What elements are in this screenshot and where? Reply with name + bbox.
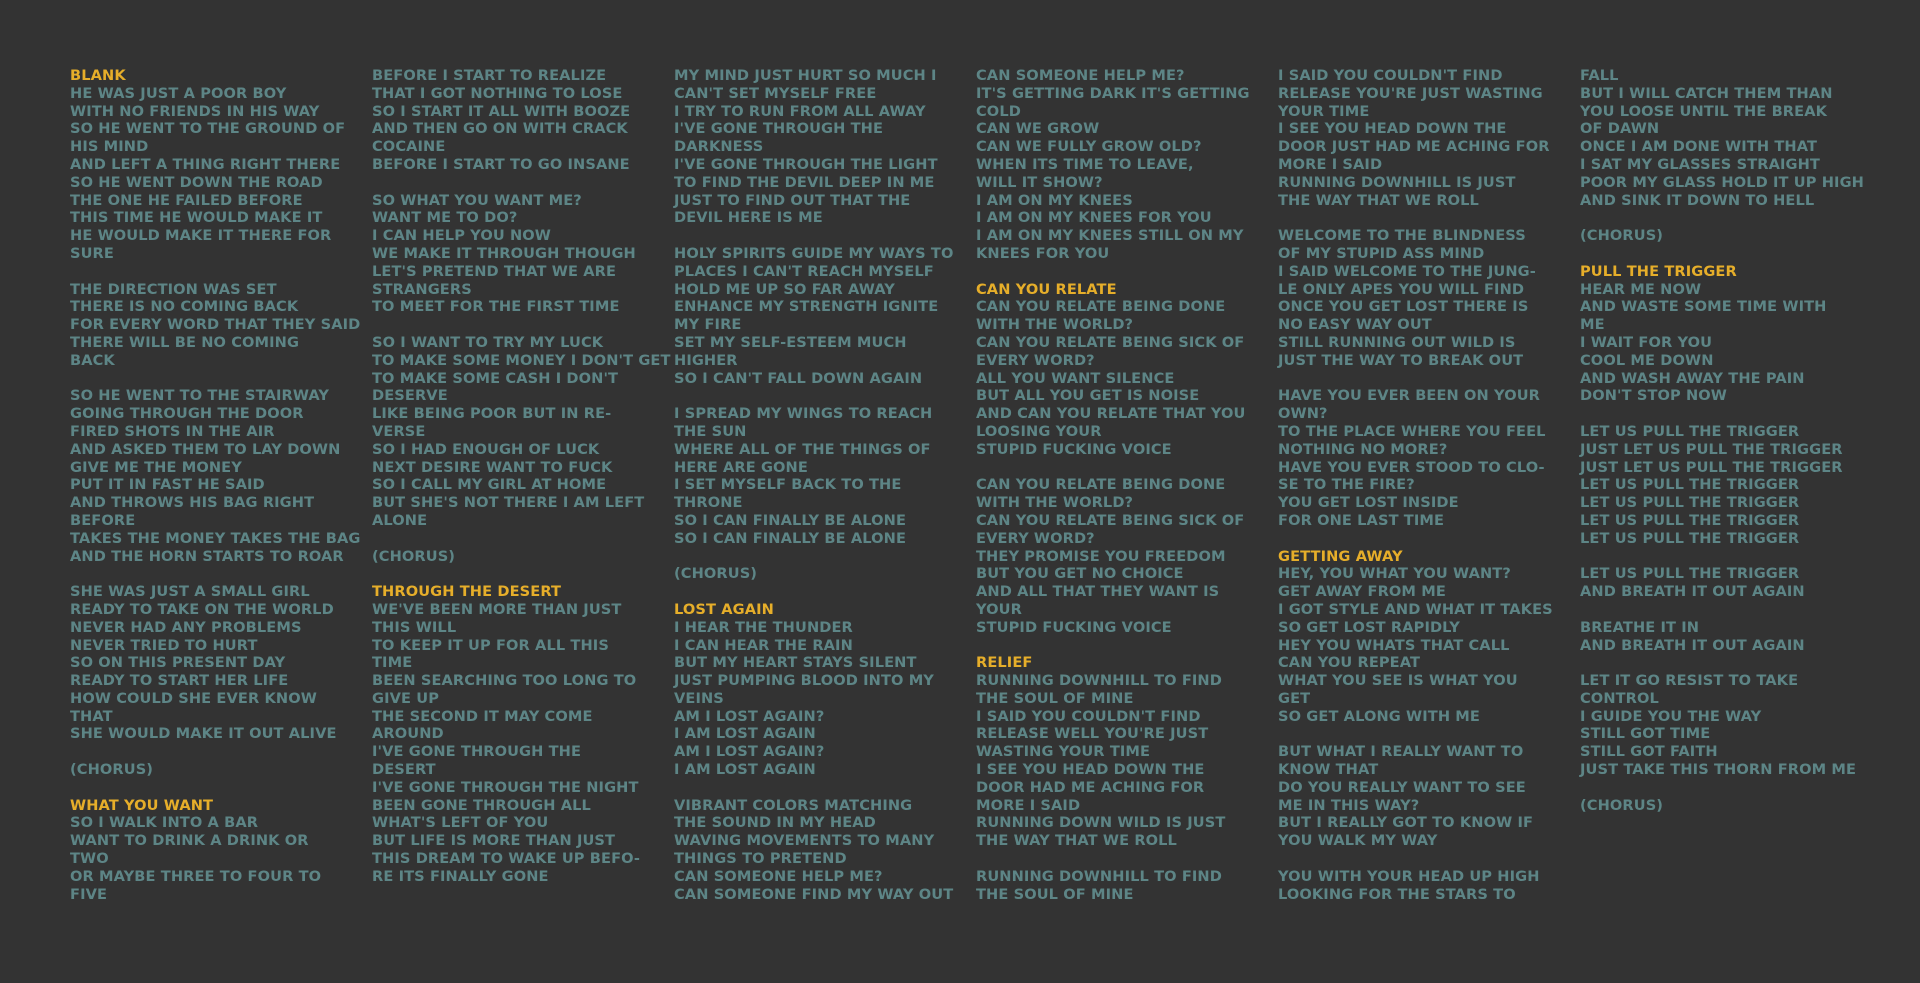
stanza-break	[70, 779, 360, 797]
song-title: CAN YOU RELATE	[976, 280, 1117, 298]
lyric-line: STUPID FUCKING VOICE	[976, 440, 1172, 458]
lyric-line: I AM LOST AGAIN	[674, 761, 816, 779]
lyric-line: READY TO TAKE ON THE WORLD	[70, 600, 334, 618]
lyric-line: SO I WANT TO TRY MY LUCK	[372, 333, 604, 351]
lyric-line: NEXT DESIRE WANT TO FUCK	[372, 458, 613, 476]
stanza-break	[976, 263, 1266, 281]
lyric-line: THE WAY THAT WE ROLL	[1278, 191, 1479, 209]
lyric-line: CAN YOU REPEAT	[1278, 654, 1421, 672]
lyric-line: THERE WILL BE NO COMING	[70, 333, 300, 351]
lyric-line: THE SOUL OF MINE	[976, 885, 1134, 903]
lyric-line: JUST LET US PULL THE TRIGGER	[1580, 458, 1843, 476]
lyric-line: OR MAYBE THREE TO FOUR TO	[70, 867, 322, 885]
lyric-line: TO MAKE SOME MONEY I DON'T GET	[372, 351, 671, 369]
lyric-line: THIS TIME HE WOULD MAKE IT	[70, 209, 323, 227]
lyric-line: AM I LOST AGAIN?	[674, 743, 825, 761]
lyric-line: EVERY WORD?	[976, 351, 1095, 369]
lyric-line: RUNNING DOWNHILL TO FIND	[976, 867, 1222, 885]
lyric-line: EVERY WORD?	[976, 529, 1095, 547]
lyric-line: TO FIND THE DEVIL DEEP IN ME	[674, 173, 935, 191]
lyric-line: AND BREATH IT OUT AGAIN	[1580, 583, 1805, 601]
lyric-line: YOU LOOSE UNTIL THE BREAK	[1580, 102, 1828, 120]
lyric-line: HAVE YOU EVER STOOD TO CLO-	[1278, 458, 1545, 476]
lyric-line: GIVE ME THE MONEY	[70, 458, 242, 476]
song-title: GETTING AWAY	[1278, 547, 1403, 565]
lyric-line: LIKE BEING POOR BUT IN RE-	[372, 405, 612, 423]
lyric-line: RELEASE YOU'RE JUST WASTING	[1278, 84, 1543, 102]
chorus-marker: (CHORUS)	[1580, 227, 1664, 245]
lyric-line: SO I CAN'T FALL DOWN AGAIN	[674, 369, 923, 387]
lyric-line: MY FIRE	[674, 316, 742, 334]
lyric-line: SHE WOULD MAKE IT OUT ALIVE	[70, 725, 337, 743]
chorus-marker: (CHORUS)	[70, 761, 154, 779]
lyric-line: AND THROWS HIS BAG RIGHT	[70, 494, 315, 512]
lyric-line: BUT ALL YOU GET IS NOISE	[976, 387, 1200, 405]
lyric-line: WHAT YOU SEE IS WHAT YOU	[1278, 672, 1518, 690]
lyric-line: DARKNESS	[674, 138, 764, 156]
lyric-line: SHE WAS JUST A SMALL GIRL	[70, 583, 310, 601]
lyric-line: KNEES FOR YOU	[976, 244, 1110, 262]
song-title: RELIEF	[976, 654, 1033, 672]
lyric-line: OWN?	[1278, 405, 1328, 423]
lyric-line: CAN SOMEONE HELP ME?	[674, 867, 883, 885]
lyric-line: THE ONE HE FAILED BEFORE	[70, 191, 303, 209]
stanza-break	[372, 174, 662, 192]
lyric-line: THE SOUL OF MINE	[976, 689, 1134, 707]
lyrics-column-2	[372, 67, 671, 886]
lyric-line: NO EASY WAY OUT	[1278, 316, 1432, 334]
lyric-line: WANT TO DRINK A DRINK OR	[70, 832, 309, 850]
lyric-line: COOL ME DOWN	[1580, 351, 1714, 369]
lyric-line: LET US PULL THE TRIGGER	[1580, 511, 1800, 529]
lyric-line: ME	[1580, 316, 1605, 334]
stanza-break	[1580, 245, 1870, 263]
lyric-line: STILL GOT FAITH	[1580, 743, 1718, 761]
lyric-line: HOLY SPIRITS GUIDE MY WAYS TO	[674, 244, 954, 262]
lyric-line: I CAN HELP YOU NOW	[372, 227, 551, 245]
stanza-break	[1278, 850, 1568, 868]
lyric-line: YOUR	[976, 600, 1022, 618]
lyric-line: I AM ON MY KNEES STILL ON MY	[976, 227, 1244, 245]
lyric-line: JUST PUMPING BLOOD INTO MY	[674, 672, 934, 690]
lyric-line: LOOSING YOUR	[976, 422, 1102, 440]
lyric-line: SE TO THE FIRE?	[1278, 476, 1415, 494]
lyric-line: READY TO START HER LIFE	[70, 672, 289, 690]
lyric-line: I SAT MY GLASSES STRAIGHT	[1580, 155, 1820, 173]
lyric-line: LET'S PRETEND THAT WE ARE	[372, 262, 617, 280]
stanza-break	[976, 850, 1266, 868]
lyric-line: HEY, YOU WHAT YOU WANT?	[1278, 565, 1511, 583]
lyric-line: BUT LIFE IS MORE THAN JUST	[372, 832, 616, 850]
stanza-break	[674, 387, 964, 405]
lyric-line: WITH THE WORLD?	[976, 316, 1134, 334]
lyric-line: WILL IT SHOW?	[976, 173, 1103, 191]
lyric-line: STRANGERS	[372, 280, 472, 298]
lyric-line: PUT IT IN FAST HE SAID	[70, 476, 265, 494]
lyric-line: I'VE GONE THROUGH THE LIGHT	[674, 155, 938, 173]
lyric-line: CAN SOMEONE HELP ME?	[976, 67, 1185, 84]
lyric-line: I SEE YOU HEAD DOWN THE	[976, 761, 1205, 779]
lyric-line: JUST TAKE THIS THORN FROM ME	[1580, 761, 1857, 779]
lyric-line: LET US PULL THE TRIGGER	[1580, 422, 1800, 440]
lyric-line: RELEASE WELL YOU'RE JUST	[976, 725, 1209, 743]
lyric-line: THE SECOND IT MAY COME	[372, 707, 593, 725]
lyric-line: I HEAR THE THUNDER	[674, 618, 853, 636]
lyric-line: FIVE	[70, 885, 108, 903]
lyrics-booklet	[70, 67, 1880, 967]
stanza-break	[70, 263, 360, 281]
lyric-line: DOOR JUST HAD ME ACHING FOR	[1278, 138, 1550, 156]
lyric-line: I SAID YOU COULDN'T FIND	[976, 707, 1201, 725]
lyric-line: AND THEN GO ON WITH CRACK	[372, 120, 628, 138]
stanza-break	[1580, 548, 1870, 566]
lyric-line: BUT WHAT I REALLY WANT TO	[1278, 743, 1524, 761]
lyric-line: WE MAKE IT THROUGH THOUGH	[372, 244, 636, 262]
lyric-line: CAN YOU RELATE BEING DONE	[976, 476, 1226, 494]
lyric-line: WHERE ALL OF THE THINGS OF	[674, 440, 931, 458]
lyric-line: ALONE	[372, 511, 428, 529]
chorus-marker: (CHORUS)	[674, 565, 758, 583]
lyric-line: I'VE GONE THROUGH THE NIGHT	[372, 778, 639, 796]
lyric-line: BACK	[70, 351, 115, 369]
lyric-line: BEFORE I START TO REALIZE	[372, 67, 607, 84]
lyric-line: TO MAKE SOME CASH I DON'T	[372, 369, 619, 387]
chorus-marker: (CHORUS)	[372, 547, 456, 565]
stanza-break	[372, 316, 662, 334]
lyric-line: HE WOULD MAKE IT THERE FOR	[70, 227, 332, 245]
lyric-line: POOR MY GLASS HOLD IT UP HIGH	[1580, 173, 1864, 191]
lyric-line: MY MIND JUST HURT SO MUCH I	[674, 67, 937, 84]
lyric-line: NEVER TRIED TO HURT	[70, 636, 258, 654]
lyric-line: WITH THE WORLD?	[976, 494, 1134, 512]
lyric-line: BEEN GONE THROUGH ALL	[372, 796, 591, 814]
lyric-line: IT'S GETTING DARK IT'S GETTING	[976, 84, 1250, 102]
lyric-line: AND ASKED THEM TO LAY DOWN	[70, 440, 341, 458]
lyric-line: DESERVE	[372, 387, 448, 405]
lyric-line: RE ITS FINALLY GONE	[372, 867, 549, 885]
lyric-line: I'VE GONE THROUGH THE	[372, 743, 582, 761]
lyric-line: CAN YOU RELATE BEING SICK OF	[976, 511, 1245, 529]
song-title: THROUGH THE DESERT	[372, 583, 562, 601]
stanza-break	[674, 548, 964, 566]
stanza-break	[674, 227, 964, 245]
lyric-line: NOTHING NO MORE?	[1278, 440, 1448, 458]
lyric-line: ONCE I AM DONE WITH THAT	[1580, 138, 1818, 156]
lyric-line: COCAINE	[372, 138, 446, 156]
stanza-break	[1278, 530, 1568, 548]
lyric-line: TO KEEP IT UP FOR ALL THIS	[372, 636, 609, 654]
song-title: WHAT YOU WANT	[70, 796, 214, 814]
lyric-line: I AM ON MY KNEES	[976, 191, 1133, 209]
lyric-line: WANT ME TO DO?	[372, 209, 518, 227]
lyric-line: SO I START IT ALL WITH BOOZE	[372, 102, 631, 120]
lyric-line: AM I LOST AGAIN?	[674, 707, 825, 725]
lyric-line: JUST TO FIND OUT THAT THE	[674, 191, 911, 209]
lyric-line: I GUIDE YOU THE WAY	[1580, 707, 1762, 725]
lyric-line: LOOKING FOR THE STARS TO	[1278, 885, 1516, 903]
lyric-line: HOLD ME UP SO FAR AWAY	[674, 280, 895, 298]
stanza-break	[674, 583, 964, 601]
lyric-line: PLACES I CAN'T REACH MYSELF	[674, 262, 934, 280]
lyric-line: WHAT'S LEFT OF YOU	[372, 814, 549, 832]
lyric-line: YOU WALK MY WAY	[1278, 832, 1438, 850]
lyric-line: I TRY TO RUN FROM ALL AWAY	[674, 102, 926, 120]
lyric-line: YOUR TIME	[1278, 102, 1370, 120]
lyric-line: STUPID FUCKING VOICE	[976, 618, 1172, 636]
song-title: PULL THE TRIGGER	[1580, 262, 1737, 280]
lyric-line: HIGHER	[674, 351, 738, 369]
lyric-line: HERE ARE GONE	[674, 458, 808, 476]
lyric-line: THE DIRECTION WAS SET	[70, 280, 277, 298]
lyric-line: SO ON THIS PRESENT DAY	[70, 654, 286, 672]
lyric-line: HOW COULD SHE EVER KNOW	[70, 689, 317, 707]
lyric-line: VEINS	[674, 689, 724, 707]
lyric-line: DESERT	[372, 761, 436, 779]
lyric-line: THE WAY THAT WE ROLL	[976, 832, 1177, 850]
lyric-line: I'VE GONE THROUGH THE	[674, 120, 884, 138]
lyric-line: CAN YOU RELATE BEING SICK OF	[976, 333, 1245, 351]
lyric-line: THIS WILL	[372, 618, 457, 636]
lyric-line: I GOT STYLE AND WHAT IT TAKES	[1278, 600, 1553, 618]
lyric-line: HIS MIND	[70, 138, 149, 156]
lyric-line: YOU GET LOST INSIDE	[1278, 494, 1459, 512]
stanza-break	[1580, 601, 1870, 619]
lyric-line: AROUND	[372, 725, 444, 743]
lyric-line: THERE IS NO COMING BACK	[70, 298, 299, 316]
stanza-break	[976, 637, 1266, 655]
lyric-line: AND CAN YOU RELATE THAT YOU	[976, 405, 1246, 423]
lyric-line: GET	[1278, 689, 1311, 707]
lyric-line: I WAIT FOR YOU	[1580, 333, 1713, 351]
lyric-line: TWO	[70, 850, 109, 868]
lyric-line: THIS DREAM TO WAKE UP BEFO-	[372, 850, 641, 868]
lyric-line: ALL YOU WANT SILENCE	[976, 369, 1175, 387]
lyric-line: TAKES THE MONEY TAKES THE BAG	[70, 529, 361, 547]
lyric-line: AND SINK IT DOWN TO HELL	[1580, 191, 1815, 209]
lyric-line: WITH NO FRIENDS IN HIS WAY	[70, 102, 320, 120]
stanza-break	[1580, 779, 1870, 797]
stanza-break	[1278, 370, 1568, 388]
song-title: BLANK	[70, 67, 126, 84]
lyric-line: THRONE	[674, 494, 743, 512]
stanza-break	[372, 530, 662, 548]
lyric-line: LET IT GO RESIST TO TAKE	[1580, 672, 1799, 690]
lyric-line: SO I HAD ENOUGH OF LUCK	[372, 440, 600, 458]
stanza-break	[1580, 209, 1870, 227]
lyric-line: BUT SHE'S NOT THERE I AM LEFT	[372, 494, 645, 512]
lyric-line: ME IN THIS WAY?	[1278, 796, 1420, 814]
lyric-line: VIBRANT COLORS MATCHING	[674, 796, 913, 814]
lyric-line: MORE I SAID	[976, 796, 1081, 814]
lyric-line: THE SUN	[674, 422, 747, 440]
lyric-line: AND WASTE SOME TIME WITH	[1580, 298, 1827, 316]
stanza-break	[1580, 405, 1870, 423]
lyric-line: WELCOME TO THE BLINDNESS	[1278, 227, 1526, 245]
lyric-line: SO GET ALONG WITH ME	[1278, 707, 1481, 725]
lyric-line: LET US PULL THE TRIGGER	[1580, 529, 1800, 547]
lyric-line: GET AWAY FROM ME	[1278, 583, 1446, 601]
lyric-line: GOING THROUGH THE DOOR	[70, 405, 304, 423]
lyrics-column-3	[674, 67, 964, 903]
lyric-line: ENHANCE MY STRENGTH IGNITE	[674, 298, 939, 316]
lyric-line: FOR EVERY WORD THAT THEY SAID	[70, 316, 361, 334]
stanza-break	[372, 565, 662, 583]
lyric-line: HEY YOU WHATS THAT CALL	[1278, 636, 1510, 654]
lyric-line: AND BREATH IT OUT AGAIN	[1580, 636, 1805, 654]
lyric-line: I CAN HEAR THE RAIN	[674, 636, 853, 654]
lyric-line: SET MY SELF-ESTEEM MUCH	[674, 333, 907, 351]
lyric-line: RUNNING DOWNHILL TO FIND	[976, 672, 1222, 690]
lyric-line: WAVING MOVEMENTS TO MANY	[674, 832, 935, 850]
stanza-break	[976, 459, 1266, 477]
lyric-line: SO WHAT YOU WANT ME?	[372, 191, 582, 209]
lyric-line: DO YOU REALLY WANT TO SEE	[1278, 778, 1526, 796]
lyric-line: LET US PULL THE TRIGGER	[1580, 565, 1800, 583]
lyric-line: HAVE YOU EVER BEEN ON YOUR	[1278, 387, 1540, 405]
lyric-line: WHEN ITS TIME TO LEAVE,	[976, 155, 1194, 173]
lyric-line: NEVER HAD ANY PROBLEMS	[70, 618, 302, 636]
stanza-break	[674, 779, 964, 797]
lyric-line: COLD	[976, 102, 1021, 120]
lyric-line: I AM LOST AGAIN	[674, 725, 816, 743]
lyric-line: THEY PROMISE YOU FREEDOM	[976, 547, 1226, 565]
lyric-line: SO HE WENT TO THE GROUND OF	[70, 120, 346, 138]
stanza-break	[70, 565, 360, 583]
lyric-line: GIVE UP	[372, 689, 439, 707]
lyric-line: DOOR HAD ME ACHING FOR	[976, 778, 1205, 796]
lyric-line: BREATHE IT IN	[1580, 618, 1700, 636]
lyric-line: WASTING YOUR TIME	[976, 743, 1151, 761]
lyric-line: LE ONLY APES YOU WILL FIND	[1278, 280, 1525, 298]
lyric-line: THINGS TO PRETEND	[674, 850, 847, 868]
lyric-line: AND WASH AWAY THE PAIN	[1580, 369, 1805, 387]
lyric-line: TO THE PLACE WHERE YOU FEEL	[1278, 422, 1546, 440]
lyric-line: FOR ONE LAST TIME	[1278, 511, 1445, 529]
lyric-line: LET US PULL THE TRIGGER	[1580, 476, 1800, 494]
lyric-line: CAN WE FULLY GROW OLD?	[976, 138, 1202, 156]
lyric-line: OF DAWN	[1580, 120, 1660, 138]
lyric-line: AND ALL THAT THEY WANT IS	[976, 583, 1220, 601]
lyrics-column-1	[70, 67, 360, 903]
song-title: LOST AGAIN	[674, 600, 774, 618]
lyric-line: HEAR ME NOW	[1580, 280, 1702, 298]
lyric-line: JUST LET US PULL THE TRIGGER	[1580, 440, 1843, 458]
lyric-line: FIRED SHOTS IN THE AIR	[70, 422, 275, 440]
lyric-line: TO MEET FOR THE FIRST TIME	[372, 298, 620, 316]
lyric-line: THAT	[70, 707, 113, 725]
lyric-line: BEFORE	[70, 511, 136, 529]
lyric-line: AND LEFT A THING RIGHT THERE	[70, 155, 341, 173]
lyric-line: ONCE YOU GET LOST THERE IS	[1278, 298, 1529, 316]
lyric-line: YOU WITH YOUR HEAD UP HIGH	[1278, 867, 1540, 885]
stanza-break	[70, 370, 360, 388]
lyric-line: JUST THE WAY TO BREAK OUT	[1278, 351, 1524, 369]
lyric-line: STILL GOT TIME	[1580, 725, 1711, 743]
chorus-marker: (CHORUS)	[1580, 796, 1664, 814]
lyric-line: I SET MYSELF BACK TO THE	[674, 476, 902, 494]
lyric-line: I SAID WELCOME TO THE JUNG-	[1278, 262, 1536, 280]
lyric-line: SO HE WENT TO THE STAIRWAY	[70, 387, 330, 405]
lyric-line: DON'T STOP NOW	[1580, 387, 1728, 405]
lyric-line: SO GET LOST RAPIDLY	[1278, 618, 1460, 636]
lyric-line: I SEE YOU HEAD DOWN THE	[1278, 120, 1507, 138]
lyric-line: THE SOUND IN MY HEAD	[674, 814, 876, 832]
lyric-line: SO I CALL MY GIRL AT HOME	[372, 476, 607, 494]
lyrics-column-4	[976, 67, 1266, 903]
lyric-line: BUT YOU GET NO CHOICE	[976, 565, 1184, 583]
stanza-break	[1278, 209, 1568, 227]
lyric-line: BUT MY HEART STAYS SILENT	[674, 654, 917, 672]
lyric-line: WE'VE BEEN MORE THAN JUST	[372, 600, 622, 618]
lyric-line: OF MY STUPID ASS MIND	[1278, 244, 1485, 262]
lyric-line: SO I CAN FINALLY BE ALONE	[674, 511, 907, 529]
lyric-line: AND THE HORN STARTS TO ROAR	[70, 547, 344, 565]
lyrics-column-6	[1580, 67, 1870, 814]
lyric-line: MORE I SAID	[1278, 155, 1383, 173]
lyric-line: VERSE	[372, 422, 426, 440]
lyric-line: SO I WALK INTO A BAR	[70, 814, 259, 832]
lyric-line: BUT I REALLY GOT TO KNOW IF	[1278, 814, 1534, 832]
lyric-line: STILL RUNNING OUT WILD IS	[1278, 333, 1516, 351]
stanza-break	[70, 743, 360, 761]
lyric-line: FALL	[1580, 67, 1619, 84]
lyric-line: KNOW THAT	[1278, 761, 1379, 779]
lyric-line: RUNNING DOWN WILD IS JUST	[976, 814, 1226, 832]
lyric-line: CONTROL	[1580, 689, 1659, 707]
lyric-line: BEEN SEARCHING TOO LONG TO	[372, 672, 637, 690]
lyric-line: CAN WE GROW	[976, 120, 1100, 138]
lyric-line: CAN SOMEONE FIND MY WAY OUT	[674, 885, 954, 903]
lyric-line: SO HE WENT DOWN THE ROAD	[70, 173, 323, 191]
lyric-line: LET US PULL THE TRIGGER	[1580, 494, 1800, 512]
lyric-line: BEFORE I START TO GO INSANE	[372, 155, 630, 173]
lyric-line: I SAID YOU COULDN'T FIND	[1278, 67, 1503, 84]
lyric-line: CAN YOU RELATE BEING DONE	[976, 298, 1226, 316]
lyric-line: HE WAS JUST A POOR BOY	[70, 84, 287, 102]
lyric-line: CAN'T SET MYSELF FREE	[674, 84, 877, 102]
lyric-line: I SPREAD MY WINGS TO REACH	[674, 405, 933, 423]
lyric-line: SURE	[70, 244, 114, 262]
stanza-break	[1278, 725, 1568, 743]
lyric-line: THAT I GOT NOTHING TO LOSE	[372, 84, 623, 102]
lyric-line: BUT I WILL CATCH THEM THAN	[1580, 84, 1833, 102]
stanza-break	[1580, 654, 1870, 672]
lyric-line: RUNNING DOWNHILL IS JUST	[1278, 173, 1516, 191]
lyric-line: DEVIL HERE IS ME	[674, 209, 823, 227]
lyrics-column-5	[1278, 67, 1568, 903]
lyric-line: TIME	[372, 654, 413, 672]
lyric-line: I AM ON MY KNEES FOR YOU	[976, 209, 1212, 227]
lyric-line: SO I CAN FINALLY BE ALONE	[674, 529, 907, 547]
